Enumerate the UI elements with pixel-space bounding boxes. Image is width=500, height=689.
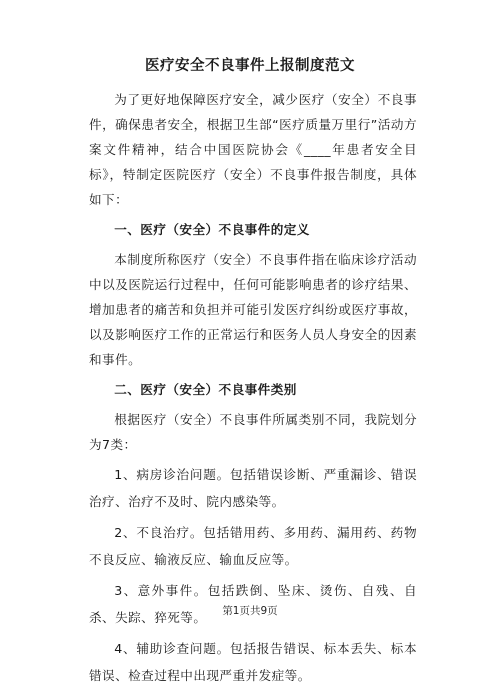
section-2-heading: 二、医疗（安全）不良事件类别 bbox=[114, 382, 297, 397]
intro-paragraph: 为了更好地保障医疗安全，减少医疗（安全）不良事件，确保患者安全，根据卫生部“医疗质量万里行”活动方案文件精神，结合中国医院协会《____年患者安全目标》，特制定医院医疗（安全）不良事件报告制度，具体如下： bbox=[89, 92, 417, 207]
category-item-4: 4、辅助诊查问题。包括报告错误、标本丢失、标本错误、检查过程中出现严重并发症等。 bbox=[89, 641, 417, 683]
page-number: 第1页共9页 bbox=[222, 605, 278, 617]
section-1-heading: 一、医疗（安全）不良事件的定义 bbox=[114, 222, 310, 237]
category-item-2: 2、不良治疗。包括错用药、多用药、漏用药、药物不良反应、输液反应、输血反应等。 bbox=[89, 525, 417, 567]
category-item-3: 3、意外事件。包括跌倒、坠床、烫伤、自残、自杀、失踪、猝死等。 bbox=[89, 583, 417, 625]
document-body bbox=[89, 87, 417, 689]
category-item-1: 1、病房诊治问题。包括错误诊断、严重漏诊、错误治疗、治疗不及时、院内感染等。 bbox=[89, 467, 417, 509]
section-1-paragraph: 本制度所称医疗（安全）不良事件指在临床诊疗活动中以及医院运行过程中，任何可能影响患者的诊疗结果、增加患者的痛苦和负担并可能引发医疗纠纷或医疗事故，以及影响医疗工作的正常运行和医务人员人身安全的因素和事件。 bbox=[89, 252, 417, 367]
section-2-lead: 根据医疗（安全）不良事件所属类别不同，我院划分为7类： bbox=[89, 412, 417, 452]
document-title: 医疗安全不良事件上报制度范文 bbox=[145, 58, 355, 74]
